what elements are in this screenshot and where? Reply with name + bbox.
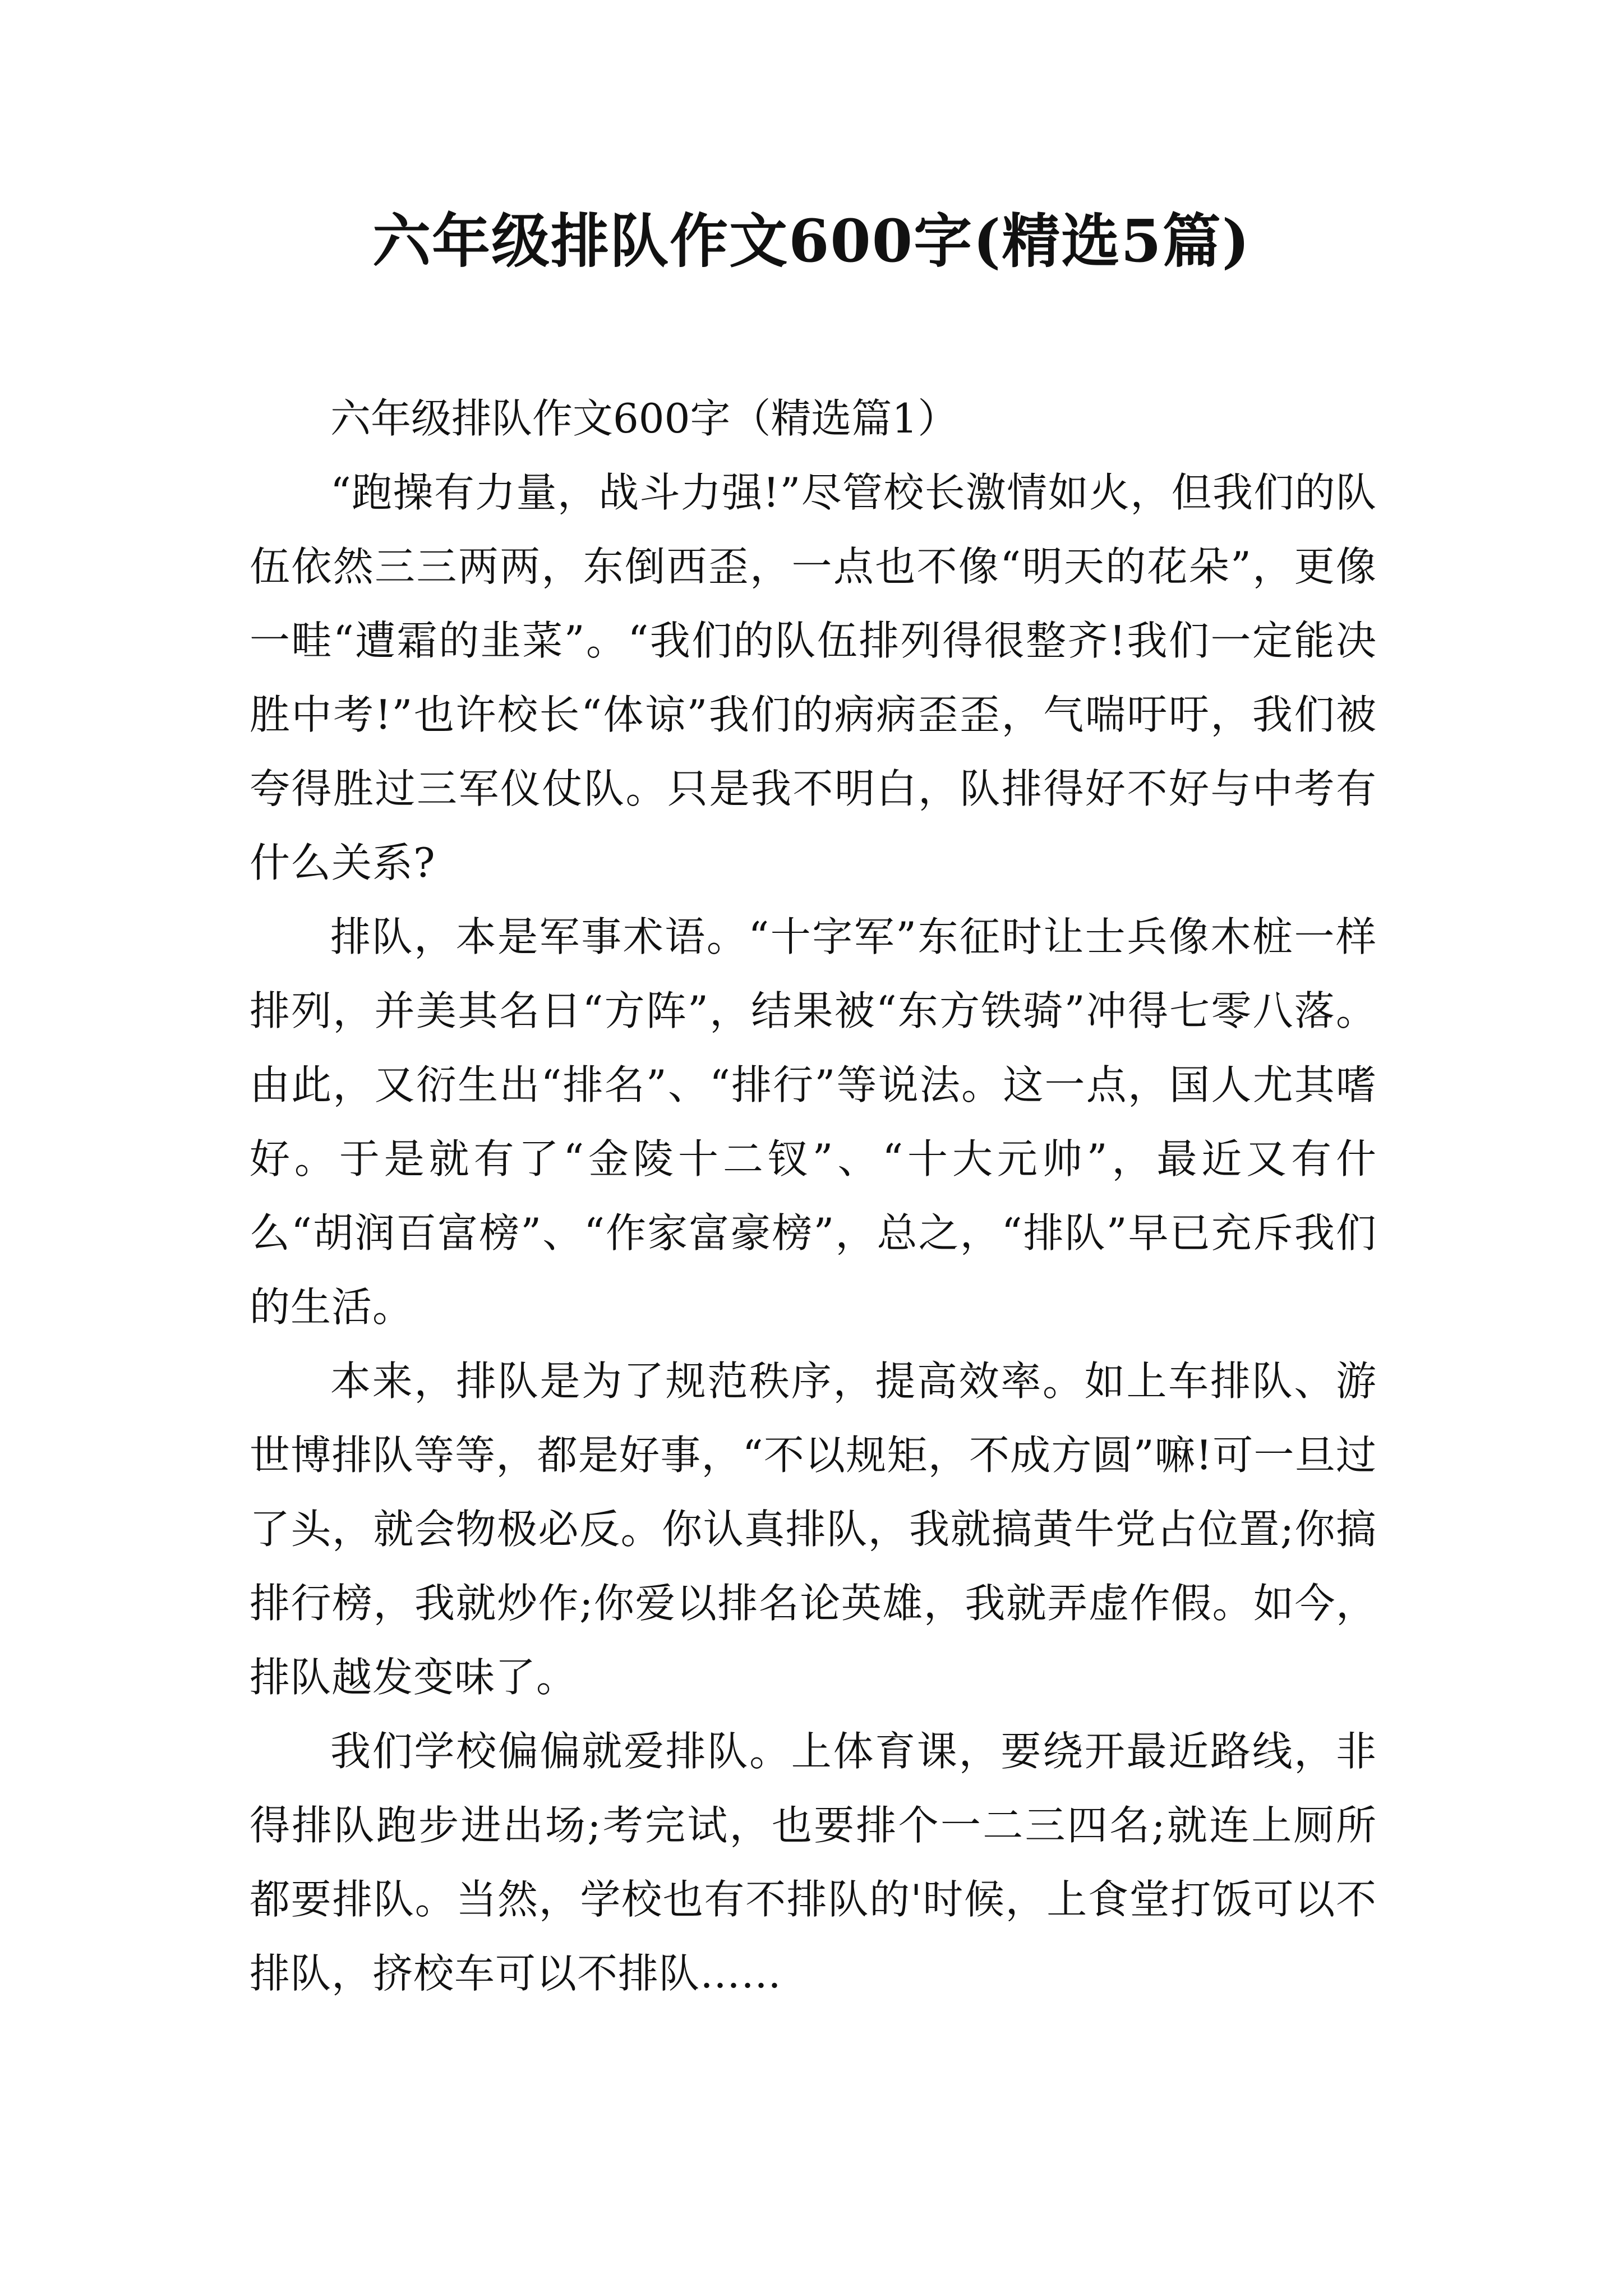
- document-title: 六年级排队作文600字(精选5篇): [372, 206, 1251, 275]
- document-body: [250, 381, 1377, 2010]
- paragraph-3: 本来，排队是为了规范秩序，提高效率。如上车排队、游世博排队等等，都是好事，“不以规矩，不成方圆”嘛!可一旦过了头，就会物极必反。你认真排队，我就搞黄牛党占位置;你搞排行榜，我就炒作;你爱以排名论英雄，我就弄虚作假。如今，排队越发变味了。: [250, 1358, 1377, 1701]
- section-heading: 六年级排队作文600字（精选篇1）: [330, 395, 958, 442]
- paragraph-2: 排队，本是军事术语。“十字军”东征时让士兵像木桩一样排列，并美其名日“方阵”，结果被“东方铁骑”冲得七零八落。由此，又衍生出“排名”、“排行”等说法。这一点，国人尤其嗜好。于是就有了“金陵十二钗”、“十大元帅”，最近又有什么“胡润百富榜”、“作家富豪榜”，总之，“排队”早已充斥我们的生活。: [250, 913, 1377, 1331]
- paragraph-1: “跑操有力量，战斗力强!”尽管校长激情如火，但我们的队伍依然三三两两，东倒西歪，一点也不像“明天的花朵”，更像一畦“遭霜的韭菜”。“我们的队伍排列得很整齐!我们一定能决胜中考!”也许校长“体谅”我们的病病歪歪，气喘吁吁，我们被夸得胜过三军仪仗队。只是我不明白，队排得好不好与中考有什么关系?: [250, 469, 1377, 886]
- paragraph-4: 我们学校偏偏就爱排队。上体育课，要绕开最近路线，非得排队跑步进出场;考完试，也要排个一二三四名;就连上厕所都要排队。当然，学校也有不排队的'时候，上食堂打饭可以不排队，挤校车可以不排队……: [250, 1728, 1377, 1997]
